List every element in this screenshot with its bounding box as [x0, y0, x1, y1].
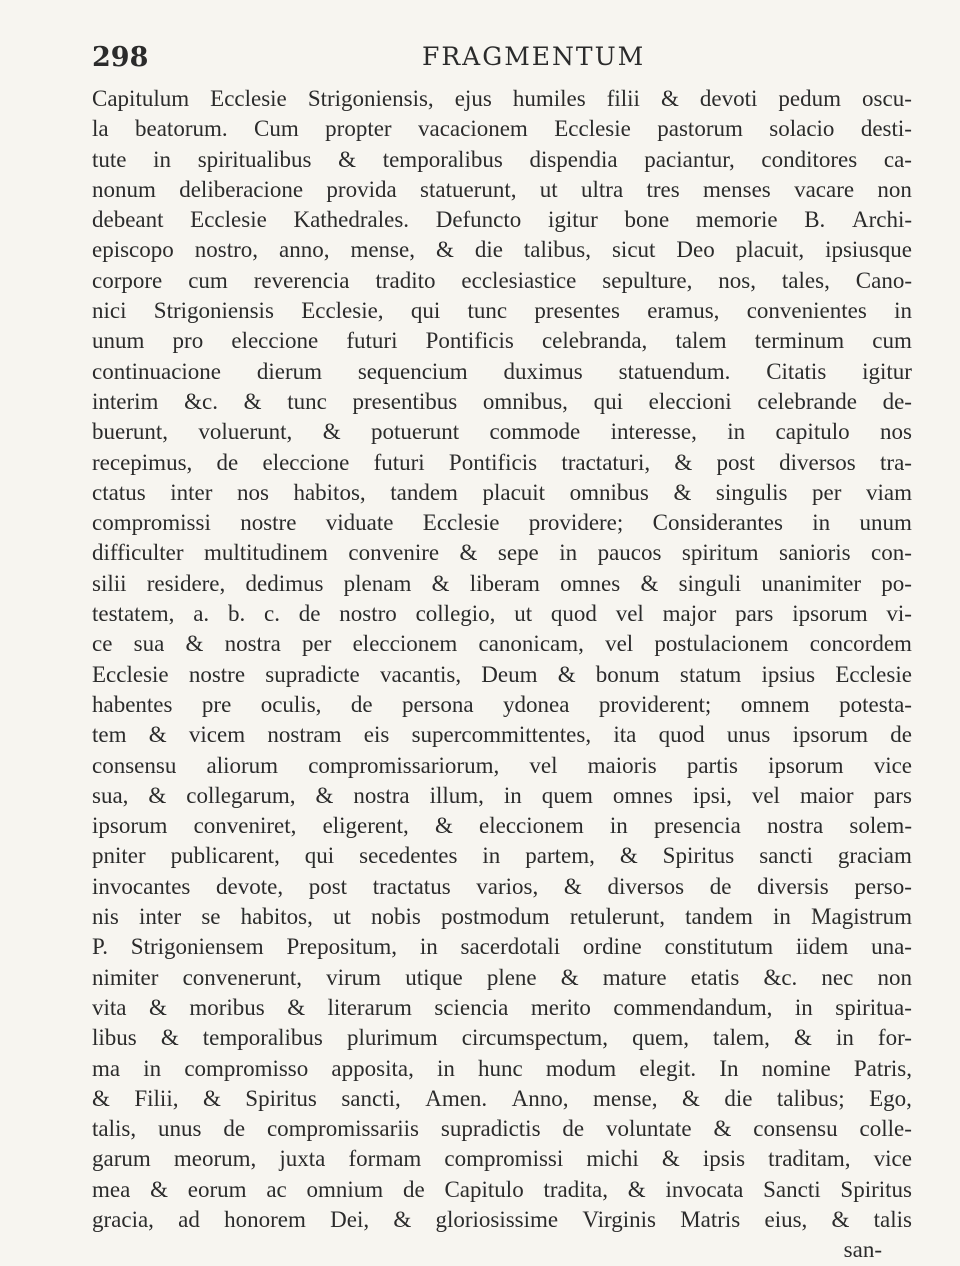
- text-line: recepimus, de eleccione futuri Pontificis tractaturi, & post diversos tra-: [92, 449, 912, 475]
- text-line: mea & eorum ac omnium de Capitulo tradita, & invocata Sancti Spiritus: [92, 1176, 912, 1202]
- text-line: libus & temporalibus plurimum circumspectum, quem, talem, & in for-: [92, 1025, 912, 1051]
- text-line: unum pro eleccione futuri Pontificis celebranda, talem terminum cum: [92, 328, 912, 354]
- text-line: interim &c. & tunc presentibus omnibus, qui eleccioni celebrande de-: [92, 388, 912, 414]
- text-line: tute in spiritualibus & temporalibus dispendia paciantur, conditores ca-: [92, 146, 912, 172]
- text-line: nonum deliberacione provida statuerunt, ut ultra tres menses vacare non: [92, 176, 912, 202]
- text-line: P. Strigoniensem Prepositum, in sacerdotali ordine constitutum iidem una-: [92, 934, 912, 960]
- catchword: san-: [843, 1237, 882, 1263]
- text-body: [92, 84, 912, 1266]
- text-line: sua, & collegarum, & nostra illum, in quem omnes ipsi, vel maior pars: [92, 782, 912, 808]
- text-line: silii residere, dedimus plenam & liberam omnes & singuli unanimiter po-: [92, 570, 912, 596]
- text-line: nici Strigoniensis Ecclesie, qui tunc presentes eramus, convenientes in: [92, 298, 912, 324]
- text-line: ce sua & nostra per eleccionem canonicam, vel postulacionem concordem: [92, 631, 912, 657]
- page-header: [92, 42, 880, 78]
- running-head: FRAGMENTUM: [422, 42, 646, 71]
- text-line: Capitulum Ecclesie Strigoniensis, ejus humiles filii & devoti pedum oscu-: [92, 86, 912, 111]
- text-line: consensu aliorum compromissariorum, vel maioris partis ipsorum vice: [92, 752, 912, 778]
- text-line: tem & vicem nostram eis supercommittentes, ita quod unus ipsorum de: [92, 722, 912, 748]
- text-line: episcopo nostro, anno, mense, & die talibus, sicut Deo placuit, ipsiusque: [92, 237, 912, 263]
- text-line: pniter publicarent, qui secedentes in partem, & Spiritus sancti graciam: [92, 843, 912, 869]
- text-line: & Filii, & Spiritus sancti, Amen. Anno, mense, & die talibus; Ego,: [92, 1085, 912, 1111]
- text-line: continuacione dierum sequencium duximus statuendum. Citatis igitur: [92, 358, 912, 384]
- text-line: garum meorum, juxta formam compromissi michi & ipsis traditam, vice: [92, 1146, 912, 1172]
- text-line: la beatorum. Cum propter vacacionem Ecclesie pastorum solacio desti-: [92, 116, 912, 142]
- text-line: habentes pre oculis, de persona ydonea providerent; omnem potesta-: [92, 691, 912, 717]
- text-line: nimiter convenerunt, virum utique plene & mature etatis &c. nec non: [92, 964, 912, 990]
- text-line: ma in compromisso apposita, in hunc modum elegit. In nomine Patris,: [92, 1055, 912, 1081]
- text-line: ipsorum conveniret, eligerent, & eleccionem in presencia nostra solem-: [92, 813, 912, 839]
- text-line: ctatus inter nos habitos, tandem placuit omnibus & singulis per viam: [92, 479, 912, 505]
- text-line: corpore cum reverencia tradito ecclesiastice sepulture, nos, tales, Cano-: [92, 267, 912, 293]
- text-line: debeant Ecclesie Kathedrales. Defuncto igitur bone memorie B. Archi-: [92, 207, 912, 233]
- text-line: gracia, ad honorem Dei, & gloriosissime Virginis Matris eius, & talis: [92, 1206, 912, 1232]
- text-line: vita & moribus & literarum sciencia merito commendandum, in spiritua-: [92, 994, 912, 1020]
- text-line: nis inter se habitos, ut nobis postmodum retulerunt, tandem in Magistrum: [92, 904, 912, 930]
- text-line: talis, unus de compromissariis supradictis de voluntate & consensu colle-: [92, 1116, 912, 1142]
- text-line: difficulter multitudinem convenire & sepe in paucos spiritum sanioris con-: [92, 540, 912, 566]
- text-line: testatem, a. b. c. de nostro collegio, ut quod vel major pars ipsorum vi-: [92, 601, 912, 627]
- page-number: 298: [92, 42, 149, 73]
- text-line: invocantes devote, post tractatus varios, & diversos de diversis perso-: [92, 873, 912, 899]
- text-line: buerunt, voluerunt, & potuerunt commode interesse, in capitulo nos: [92, 419, 912, 445]
- text-line: Ecclesie nostre supradicte vacantis, Deum & bonum statum ipsius Ecclesie: [92, 661, 912, 687]
- text-line: compromissi nostre viduate Ecclesie providere; Considerantes in unum: [92, 510, 912, 536]
